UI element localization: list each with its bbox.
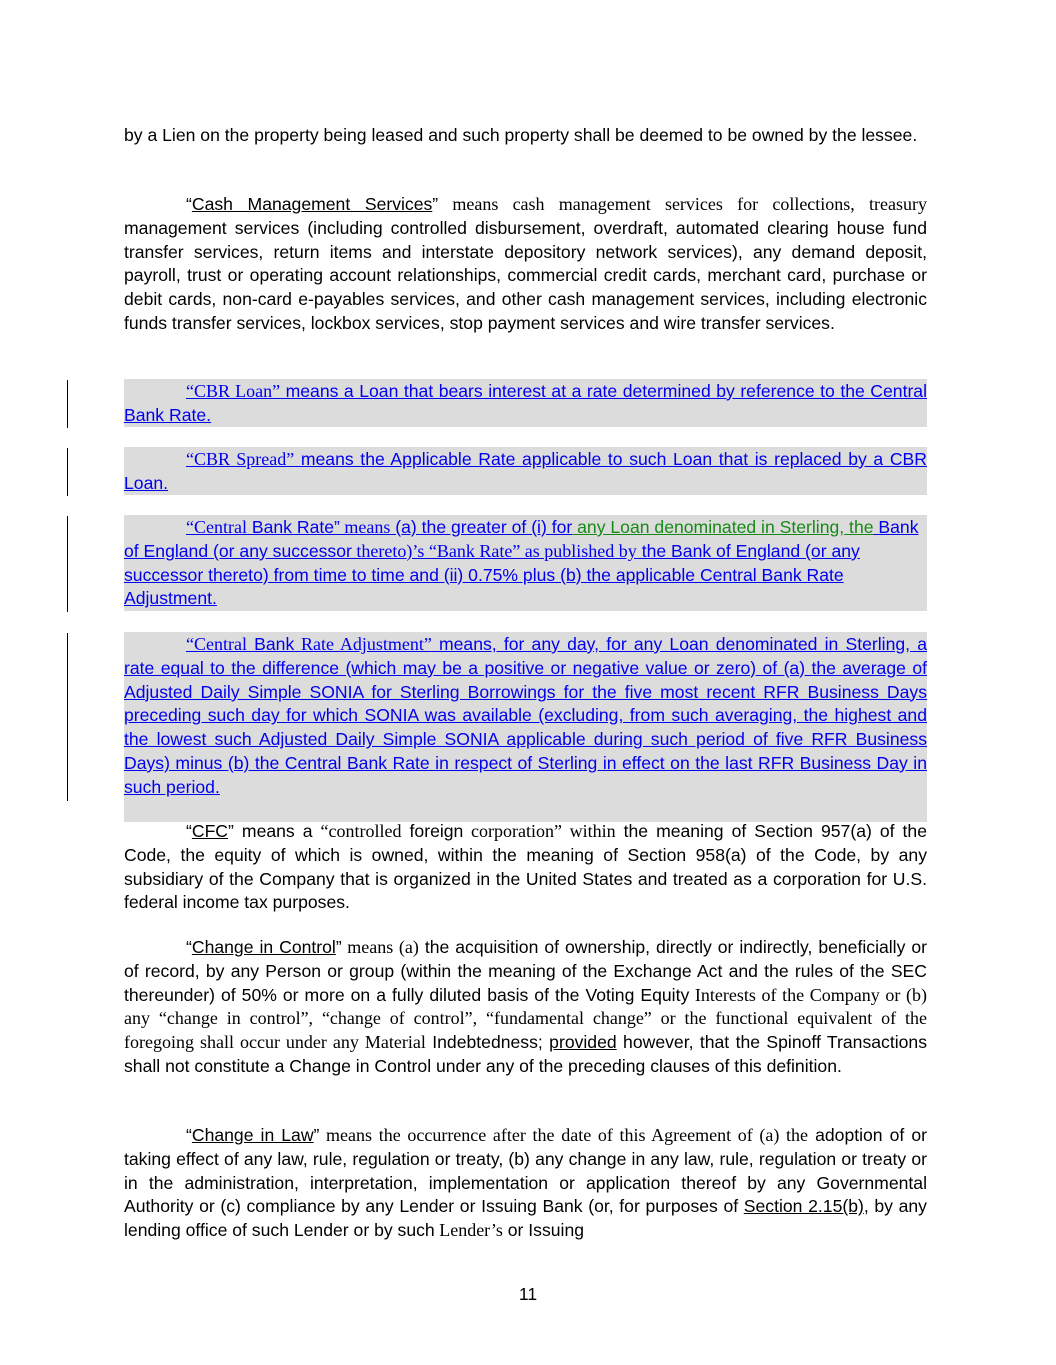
definition-body: the meaning of Section 957(a) of the Code, the equity of which is owned, within the meaning of Section 958(a) of the Code, by any subsidiary of the Company that is organized in the United States and treated as a corporation for U.S. federal income tax purposes. (124, 821, 928, 913)
page-number: 11 (518, 1284, 538, 1304)
section-reference: Section 2.15(b) (743, 1196, 864, 1217)
defined-term: “Central (186, 634, 247, 654)
definition-cfc: “CFC” means a “controlled foreign corporation” within the meaning of Section 957(a) of the Code, the equity of which is owned, within the meaning of Section 958(a) of the Code, by any subsidiary of the Company that is organized in the United States and treated as a corporation for U.S. federal income tax purposes. (124, 821, 928, 913)
defined-term: Change in Control (191, 937, 336, 957)
defined-term: Change in Law (191, 1125, 314, 1145)
defined-term: Cash Management Services (191, 194, 433, 214)
definition-central-bank-rate-adjustment: “Central Bank Rate Adjustment” means, for any day, for any Loan denominated in Sterling, a rate equal to the difference (which may be a positive or negative value or zero) of (a) the average of Adjusted Daily Simple SONIA for Sterling Borrowings for the five most recent RFR Business Days preceding such day for which SONIA was available (excluding, from such averaging, the highest and the lowest such Adjusted Daily Simple SONIA applicable during such period of five RFR Business Days) minus (b) the Central Bank Rate in respect of Sterling in effect on the last RFR Business Day in such period. (124, 634, 927, 797)
provided-term: provided (549, 1032, 617, 1053)
change-bar (67, 516, 68, 612)
definition-body: means the Applicable Rate applicable to such Loan that is replaced by a CBR Loan. (124, 449, 927, 493)
defined-term: CFC (191, 821, 229, 841)
definition-cbr-loan (124, 380, 927, 428)
defined-term: “Central (186, 517, 247, 537)
defined-term: “CBR Loan” (186, 381, 281, 401)
definition-central-bank-rate: “Central Bank Rate” means (a) the greater of (i) for any Loan denominated in Sterling, the Bank of England (or any successor thereto)’s “Bank Rate” as published by the Bank of England (or any successor thereto) from time to time and (ii) 0.75% plus (b) the applicable Central Bank Rate Adjustment. (124, 517, 919, 609)
definition-body: means, for any day, for any Loan denominated in Sterling, a rate equal to the difference (which may be a positive or negative value or zero) of (a) the average of Adjusted Daily Simple SONIA for Sterling Borrowings for the five most recent RFR Business Days preceding such day for which SONIA was available (excluding, from such averaging, the highest and the lowest such Adjusted Daily Simple SONIA applicable during such period of five RFR Business Days) minus (b) the Central Bank Rate in respect of Sterling in effect on the last RFR Business Day in such period. (124, 634, 927, 797)
defined-term: “CBR Spread” (186, 449, 295, 469)
definition-change-in-law: “Change in Law” means the occurrence after the date of this Agreement of (a) the adoption of or taking effect of any law, rule, regulation or treaty, (b) any change in any law, rule, regulation or treaty or in the administration, interpretation, implementation or application thereof by any Governmental Authority or (c) compliance by any Lender or Issuing Bank (or, for purposes of Section 2.15(b), by any lending office of such Lender or by such Lender’s or Issuing (124, 1125, 927, 1241)
change-bar (67, 448, 68, 496)
definition-body: management services (including controlled disbursement, overdraft, automated clearing house fund transfer services, return items and interstate depository network services), any demand deposit, payroll, trust or operating account relationships, commercial credit cards, merchant card, purchase or debit cards, non-card e-payables services, and other cash management services, including electronic funds transfer services, lockbox services, stop payment services and wire transfer services. (124, 217, 927, 333)
paragraph-text: by a Lien on the property being leased and such property shall be deemed to be owned by the lessee. (124, 125, 918, 145)
definition-change-in-control: “Change in Control” means (a) the acquisition of ownership, directly or indirectly, beneficially or of record, by any Person or group (within the meaning of the Exchange Act and the rules of the SEC thereunder) of 50% or more on a fully diluted basis of the Voting Equity Interests of the Company or (b) any “change in control”, “change of control”, “fundamental change” or the functional equivalent of the foregoing shall occur under any Material Indebtedness; provided however, that the Spinoff Transactions shall not constitute a Change in Control under any of the preceding clauses of this definition. (124, 937, 927, 1076)
definition-cash-management-services: “Cash Management Services” means cash management services for collections, treasury management services (including controlled disbursement, overdraft, automated clearing house fund transfer services, return items and interstate depository network services), any demand deposit, payroll, trust or operating account relationships, commercial credit cards, merchant card, purchase or debit cards, non-card e-payables services, and other cash management services, including electronic funds transfer services, lockbox services, stop payment services and wire transfer services. (124, 194, 927, 333)
definition-cbr-spread (124, 448, 927, 496)
paragraph-lien-continuation (124, 124, 927, 148)
inserted-text: any Loan denominated in Sterling, the (572, 517, 874, 537)
change-bar (67, 380, 68, 428)
definition-body: means a Loan that bears interest at a rate determined by reference to the Central Bank Rate. (124, 381, 928, 425)
change-bar (67, 633, 68, 801)
